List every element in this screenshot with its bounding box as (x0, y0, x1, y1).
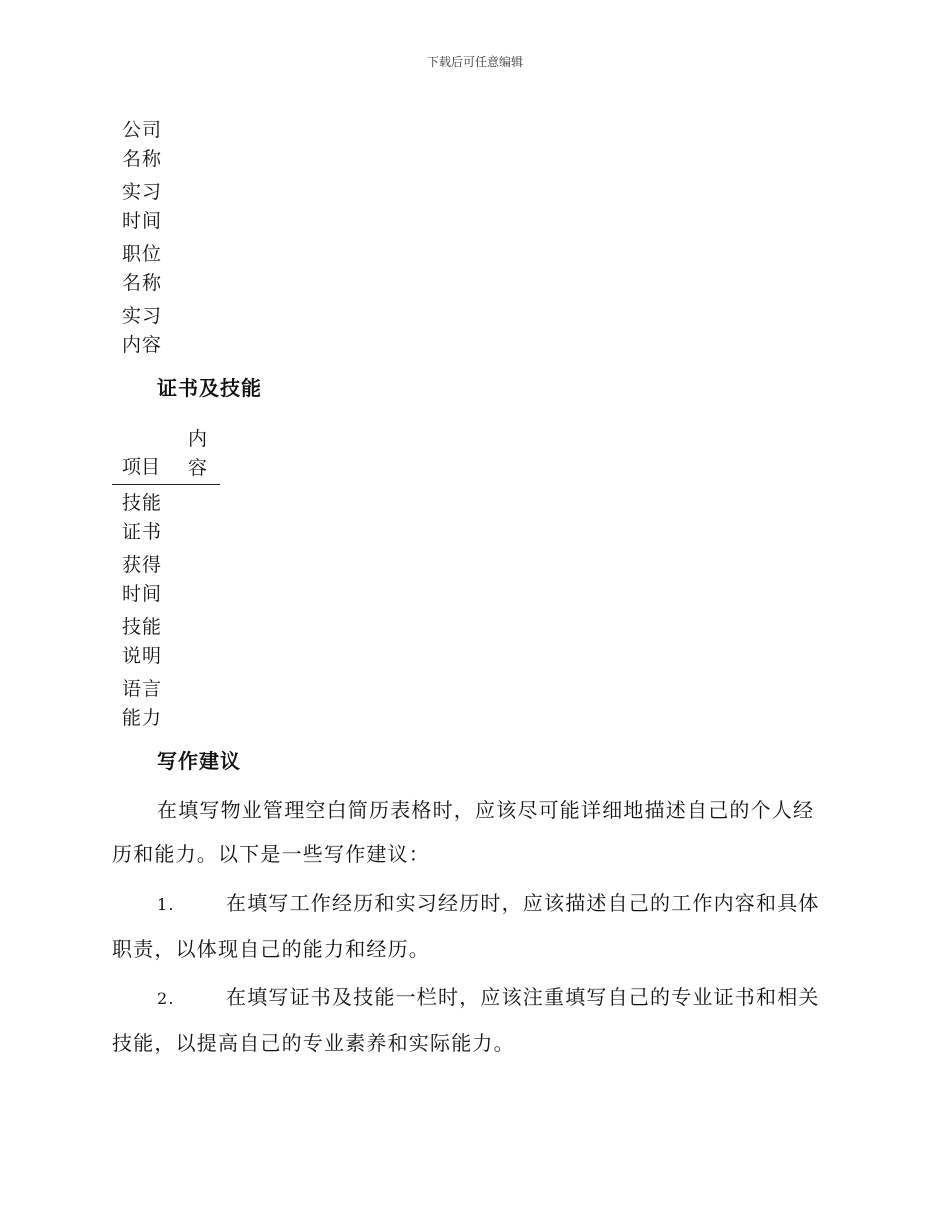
table-header-rule (112, 484, 220, 485)
row-label-intern-content: 实习 内容 (122, 305, 163, 356)
row-label-company-name: 公司 名称 (122, 119, 163, 170)
section-heading-certs: 证书及技能 (157, 376, 262, 400)
row-label-skill-desc: 技能 说明 (122, 616, 163, 667)
row-label-skill-cert: 技能 证书 (122, 492, 163, 543)
row-label-intern-time: 实习 时间 (122, 181, 163, 232)
table-header-item: 项目 (122, 456, 161, 478)
table-header-content: 内 容 (188, 428, 208, 479)
row-label-language: 语言 能力 (122, 678, 163, 729)
advice-intro: 在填写物业管理空白简历表格时，应该尽可能详细地描述自己的个人经历和能力。以下是一些写作建议： (112, 798, 815, 866)
section-heading-advice: 写作建议 (157, 749, 241, 773)
row-label-obtain-time: 获得 时间 (122, 554, 163, 605)
advice-item-2: 2. 在填写证书及技能一栏时，应该注重填写自己的专业证书和相关技能，以提高自己的专业素养和实际能力。 (112, 985, 820, 1055)
row-label-position-name: 职位 名称 (122, 243, 163, 294)
page-header: 下载后可任意编辑 (426, 55, 523, 69)
advice-item-1: 1. 在填写工作经历和实习经历时，应该描述自己的工作内容和具体职责，以体现自己的能力和经历。 (112, 891, 820, 961)
